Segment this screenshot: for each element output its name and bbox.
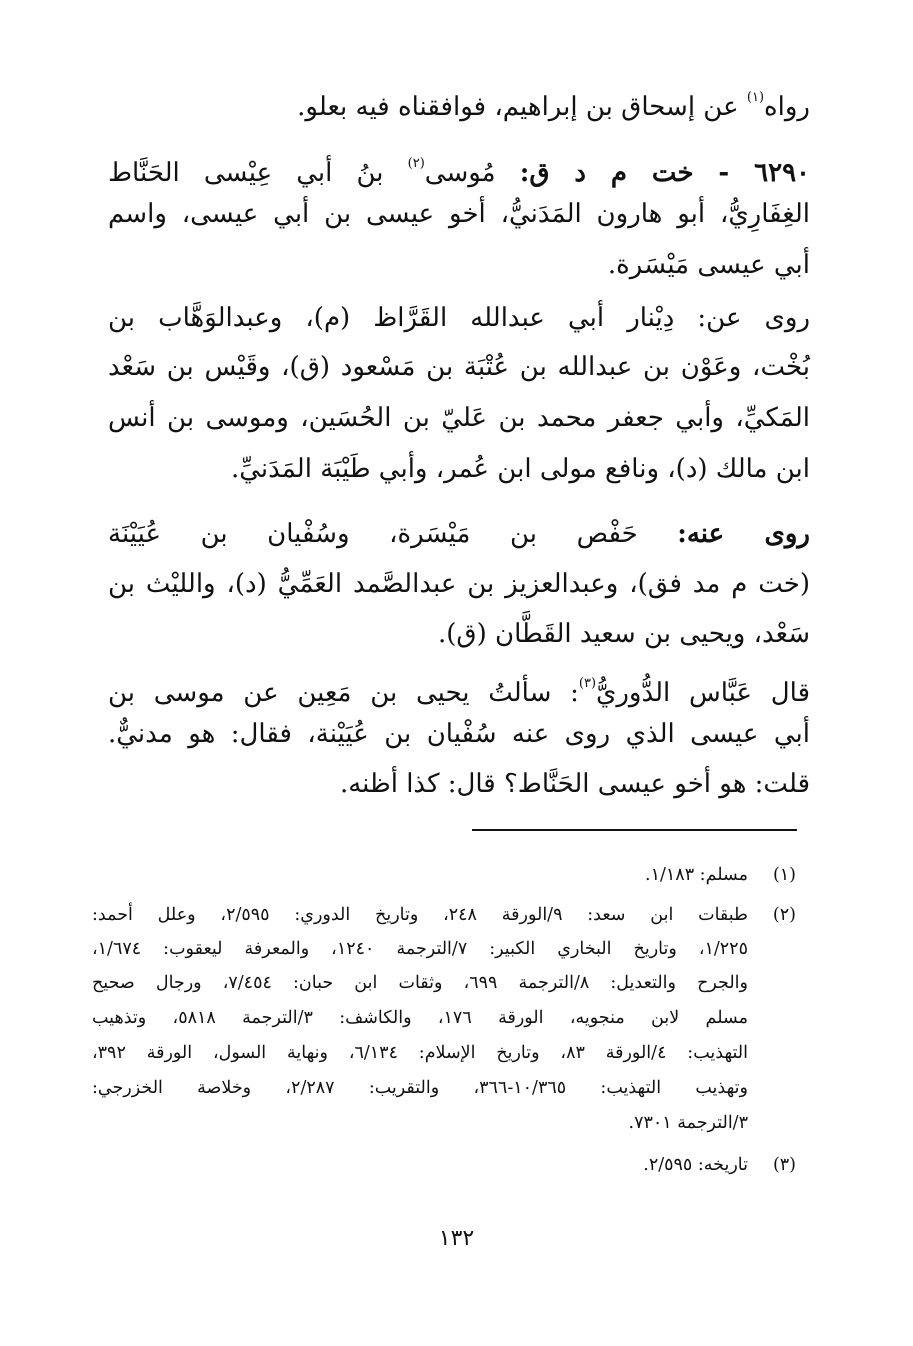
footnote-ref: (٣) [578,676,597,691]
text-line: (خت م مد فق)، وعبدالعزيز بن عبدالصَّمد العَمِّيُّ (د)، والليْث بن [108,569,810,599]
text-line: أبي عيسى الذي روى عنه سُفْيان بن عُيَيْنة، فقال: هو مدنيٌّ. [108,719,810,749]
footnote-text: تاريخه: ٢/٥٩٥. [643,1155,748,1175]
text-line: بُخْت، وعَوْن بن عبدالله بن عُتْبَة بن مَسْعود (ق)، وقَيْس بن سَعْد [108,352,810,382]
footnote-3 [92,1152,796,1178]
footnote-2-line: وتهذيب التهذيب: ١٠/٣٦٥-٣٦٦، والتقريب: ٢/٢٨٧، وخلاصة الخزرجي: [92,1078,748,1098]
footnote-ref: (١) [746,90,765,105]
footnote-ref: (٢) [407,156,425,171]
text-line: ابن مالك (د)، ونافع مولى ابن عُمر، وأبي طَيْبَة المَدَنيِّ. [230,454,810,484]
text-segment: رواه [764,92,810,122]
footnote-2-line: مسلم لابن منجويه، الورقة ١٧٦، والكاشف: ٣/الترجمة ٥٨١٨، وتذهيب [92,1008,748,1028]
page-number: ١٣٢ [438,1226,475,1251]
section-label: روى عنه: [677,519,810,549]
text-segment: عن إسحاق بن إبراهيم، فوافقناه فيه بعلو. [297,92,747,122]
text-line: قلت: هو أخو عيسى الحَنَّاط؟ قال: كذا أظنه. [339,769,810,799]
footnote-number: (٢) [772,905,796,925]
text-segment: حَفْص بن مَيْسَرة، وسُفْيان بن عُيَيْنَة [108,519,678,549]
text-line: الغِفَارِيُّ، أبو هارون المَدَنيُّ، أخو عيسى بن أبي عيسى، واسم [108,199,810,229]
text-line [108,516,810,552]
footnote-separator [472,829,797,831]
footnote-2-line [92,902,796,928]
entry-name: بنُ أبي عِيْسى الحَنَّاط [108,158,408,188]
footnote-text: مسلم: ١/١٨٣. [645,865,748,885]
footnote-1 [92,862,796,888]
text-line: أبي عيسى مَيْسَرة. [607,250,810,280]
entry-number: ٦٢٩٠ - خت م د ق: [519,158,810,188]
text-segment: قال عَبَّاس الدُّوريُّ [596,678,810,708]
footnote-2-line: ١/٢٢٥، وتاريخ البخاري الكبير: ٧/الترجمة ١٢٤٠، والمعرفة ليعقوب: ١/٦٧٤، [92,939,748,959]
text-segment: : سألتُ يحيى بن مَعِين عن موسى بن [108,678,579,708]
text-line: سَعْد، ويحيى بن سعيد القَطَّان (ق). [438,619,810,649]
footnote-text: طبقات ابن سعد: ٩/الورقة ٢٤٨، وتاريخ الدوري: ٢/٥٩٥، وعلل أحمد: [92,905,748,925]
text-line: روى عن: دِيْنار أبي عبدالله القَرَّاظ (م)، وعبدالوَهَّاب بن [108,303,810,333]
footnote-2-line: والجرح والتعديل: ٨/الترجمة ٦٩٩، وثقات ابن حبان: ٧/٤٥٤، ورجال صحيح [92,973,748,993]
footnote-number: (١) [772,865,796,885]
text-line: المَكيِّ، وأبي جعفر محمد بن عَليّ بن الحُسَين، وموسى بن أنس [108,403,810,433]
footnote-number: (٣) [772,1155,796,1175]
footnote-2-line: التهذيب: ٤/الورقة ٨٣، وتاريخ الإسلام: ٦/١٣٤، ونهاية السول، الورقة ٣٩٢، [92,1043,748,1063]
entry-name: مُوسى [424,158,520,188]
entry-heading-line [108,146,810,191]
text-line [108,80,810,125]
footnote-2-line: ٣/الترجمة ٧٣٠١. [628,1113,748,1133]
text-line [108,666,810,711]
